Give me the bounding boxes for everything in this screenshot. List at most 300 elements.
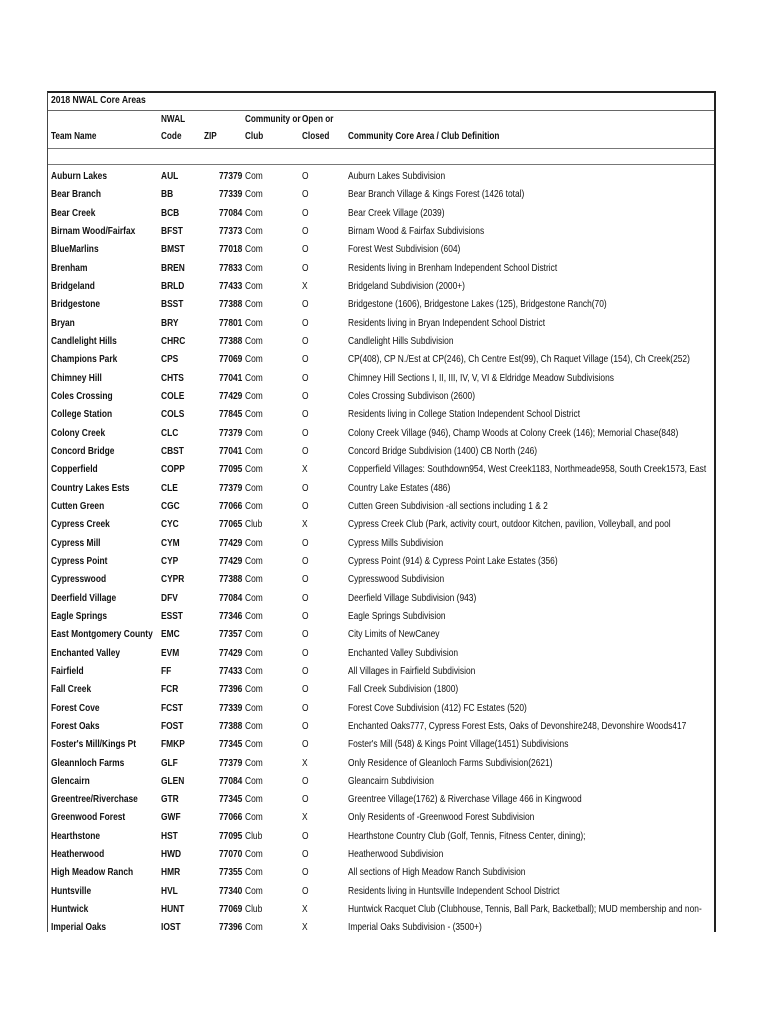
table-row [48, 808, 714, 826]
table-row [48, 515, 714, 533]
definition-cell: Concord Bridge Subdivision (1400) CB North (246) [348, 444, 538, 457]
open-closed-cell: O [302, 481, 309, 494]
table-row [48, 790, 714, 808]
definition-cell: Colony Creek Village (946), Champ Woods at Colony Creek (146); Memorial Chase(848) [348, 426, 679, 439]
open-closed-cell: O [302, 261, 309, 274]
header-team-name: Team Name [51, 131, 97, 142]
zip-cell: 77388 [219, 719, 243, 732]
nwal-code-cell: CYP [161, 554, 179, 567]
community-or-club-cell: Club [245, 829, 263, 842]
zip-cell: 77357 [219, 628, 243, 641]
team-name-cell: Forest Cove [51, 701, 100, 714]
zip-cell: 77801 [219, 316, 243, 329]
definition-cell: Enchanted Oaks777, Cypress Forest Ests, Oaks of Devonshire248, Devonshire Woods417 [348, 719, 687, 732]
table-row [48, 497, 714, 515]
definition-cell: Eagle Springs Subdivision [348, 609, 446, 622]
community-or-club-cell: Club [245, 903, 263, 916]
definition-cell: Residents living in Brenham Independent School District [348, 261, 558, 274]
open-closed-cell: O [302, 829, 309, 842]
team-name-cell: Bear Branch [51, 188, 101, 201]
open-closed-cell: O [302, 848, 309, 861]
zip-cell: 77041 [219, 371, 243, 384]
table-row [48, 277, 714, 295]
definition-cell: City Limits of NewCaney [348, 628, 440, 641]
definition-cell: Residents living in Huntsville Independent School District [348, 884, 560, 897]
zip-cell: 77084 [219, 774, 243, 787]
team-name-cell: Gleannloch Farms [51, 756, 125, 769]
nwal-code-cell: GLEN [161, 774, 185, 787]
team-name-cell: Greenwood Forest [51, 811, 126, 824]
nwal-code-cell: GWF [161, 811, 181, 824]
table-row [48, 644, 714, 662]
table-row [48, 442, 714, 460]
table-row [48, 863, 714, 881]
team-name-cell: Bear Creek [51, 206, 96, 219]
team-name-cell: High Meadow Ranch [51, 866, 134, 879]
header-zip: ZIP [204, 131, 217, 142]
table-row [48, 662, 714, 680]
community-or-club-cell: Com [245, 554, 263, 567]
open-closed-cell: X [302, 921, 308, 932]
open-closed-cell: O [302, 683, 309, 696]
community-or-club-cell: Com [245, 628, 263, 641]
open-closed-cell: X [302, 463, 308, 476]
zip-cell: 77388 [219, 334, 243, 347]
nwal-code-cell: COLS [161, 408, 185, 421]
open-closed-cell: O [302, 609, 309, 622]
nwal-code-cell: DFV [161, 591, 178, 604]
table-row [48, 772, 714, 790]
table-row [48, 882, 714, 900]
community-or-club-cell: Com [245, 444, 263, 457]
table-row [48, 479, 714, 497]
table-row [48, 735, 714, 753]
open-closed-cell: O [302, 719, 309, 732]
header-divider [48, 148, 714, 149]
header-community-line1: Community or [245, 114, 301, 125]
zip-cell: 77379 [219, 426, 243, 439]
team-name-cell: Birnam Wood/Fairfax [51, 224, 136, 237]
open-closed-cell: O [302, 408, 309, 421]
community-or-club-cell: Com [245, 609, 263, 622]
team-name-cell: Copperfield [51, 463, 98, 476]
open-closed-cell: O [302, 371, 309, 384]
table-row [48, 552, 714, 570]
definition-cell: Cutten Green Subdivision -all sections including 1 & 2 [348, 499, 548, 512]
nwal-code-cell: HST [161, 829, 178, 842]
team-name-cell: Bryan [51, 316, 75, 329]
team-name-cell: Huntwick [51, 903, 89, 916]
zip-cell: 77095 [219, 829, 243, 842]
table-row [48, 204, 714, 222]
open-closed-cell: O [302, 170, 309, 182]
nwal-code-cell: BRLD [161, 279, 185, 292]
team-name-cell: Colony Creek [51, 426, 106, 439]
zip-cell: 77066 [219, 499, 243, 512]
community-or-club-cell: Com [245, 884, 263, 897]
table-row [48, 332, 714, 350]
header-club-line2: Club [245, 131, 264, 142]
nwal-code-cell: CPS [161, 353, 179, 366]
nwal-code-cell: FCR [161, 683, 179, 696]
table-row [48, 570, 714, 588]
team-name-cell: Forest Oaks [51, 719, 100, 732]
community-or-club-cell: Com [245, 408, 263, 421]
nwal-code-cell: AUL [161, 170, 179, 182]
table-row [48, 405, 714, 423]
nwal-code-cell: BCB [161, 206, 180, 219]
definition-cell: Bridgestone (1606), Bridgestone Lakes (125), Bridgestone Ranch(70) [348, 298, 607, 311]
definition-cell: Candlelight Hills Subdivision [348, 334, 454, 347]
table-row [48, 259, 714, 277]
definition-cell: Cypress Mills Subdivision [348, 536, 444, 549]
team-name-cell: East Montgomery County [51, 628, 153, 641]
definition-cell: All sections of High Meadow Ranch Subdivision [348, 866, 526, 879]
nwal-code-cell: HVL [161, 884, 178, 897]
team-name-cell: Huntsville [51, 884, 92, 897]
community-or-club-cell: Com [245, 591, 263, 604]
table-row [48, 185, 714, 203]
open-closed-cell: O [302, 884, 309, 897]
open-closed-cell: O [302, 536, 309, 549]
team-name-cell: Champions Park [51, 353, 118, 366]
table-row [48, 827, 714, 845]
table-row [48, 534, 714, 552]
table-row [48, 240, 714, 258]
community-or-club-cell: Com [245, 646, 263, 659]
table-row [48, 424, 714, 442]
open-closed-cell: O [302, 701, 309, 714]
community-or-club-cell: Club [245, 518, 263, 531]
zip-cell: 77379 [219, 756, 243, 769]
definition-cell: Enchanted Valley Subdivision [348, 646, 459, 659]
open-closed-cell: O [302, 316, 309, 329]
nwal-code-cell: CYPR [161, 573, 185, 586]
open-closed-cell: O [302, 444, 309, 457]
table-row [48, 387, 714, 405]
zip-cell: 77070 [219, 848, 243, 861]
community-or-club-cell: Com [245, 866, 263, 879]
zip-cell: 77345 [219, 793, 243, 806]
community-or-club-cell: Com [245, 463, 263, 476]
nwal-code-cell: FF [161, 664, 172, 677]
team-name-cell: Cypress Mill [51, 536, 101, 549]
team-name-cell: Eagle Springs [51, 609, 108, 622]
table-row [48, 918, 714, 932]
nwal-code-cell: CLE [161, 481, 178, 494]
definition-cell: Bridgeland Subdivision (2000+) [348, 279, 465, 292]
definition-cell: Cypress Point (914) & Cypress Point Lake Estates (356) [348, 554, 558, 567]
open-closed-cell: O [302, 243, 309, 256]
nwal-code-cell: CBST [161, 444, 184, 457]
table-row [48, 589, 714, 607]
team-name-cell: Greentree/Riverchase [51, 793, 138, 806]
nwal-code-cell: CHTS [161, 371, 184, 384]
zip-cell: 77084 [219, 591, 243, 604]
community-or-club-cell: Com [245, 243, 263, 256]
team-name-cell: Deerfield Village [51, 591, 117, 604]
zip-cell: 77095 [219, 463, 243, 476]
zip-cell: 77066 [219, 811, 243, 824]
zip-cell: 77388 [219, 298, 243, 311]
open-closed-cell: X [302, 811, 308, 824]
definition-cell: Forest Cove Subdivision (412) FC Estates (520) [348, 701, 527, 714]
community-or-club-cell: Com [245, 261, 263, 274]
community-or-club-cell: Com [245, 279, 263, 292]
team-name-cell: Glencairn [51, 774, 90, 787]
open-closed-cell: O [302, 298, 309, 311]
open-closed-cell: O [302, 866, 309, 879]
definition-cell: Bear Creek Village (2039) [348, 206, 445, 219]
table-row [48, 295, 714, 313]
community-or-club-cell: Com [245, 298, 263, 311]
table-row [48, 350, 714, 368]
nwal-code-cell: EVM [161, 646, 180, 659]
zip-cell: 77065 [219, 518, 243, 531]
open-closed-cell: O [302, 573, 309, 586]
nwal-code-cell: COLE [161, 389, 185, 402]
definition-cell: Heatherwood Subdivision [348, 848, 444, 861]
definition-cell: Fall Creek Subdivision (1800) [348, 683, 459, 696]
nwal-code-cell: BMST [161, 243, 185, 256]
definition-cell: Only Residence of Gleanloch Farms Subdivision(2621) [348, 756, 553, 769]
nwal-code-cell: CGC [161, 499, 180, 512]
team-name-cell: Fall Creek [51, 683, 92, 696]
table-body [48, 167, 714, 932]
definition-cell: Forest West Subdivision (604) [348, 243, 461, 256]
open-closed-cell: O [302, 793, 309, 806]
table-row [48, 900, 714, 918]
team-name-cell: Country Lakes Ests [51, 481, 130, 494]
open-closed-cell: O [302, 554, 309, 567]
open-closed-cell: X [302, 518, 308, 531]
open-closed-cell: O [302, 628, 309, 641]
open-closed-cell: O [302, 591, 309, 604]
table-row [48, 314, 714, 332]
definition-cell: Deerfield Village Subdivision (943) [348, 591, 477, 604]
header-definition: Community Core Area / Club Definition [348, 131, 500, 142]
nwal-code-cell: ESST [161, 609, 183, 622]
zip-cell: 77041 [219, 444, 243, 457]
zip-cell: 77388 [219, 573, 243, 586]
zip-cell: 77373 [219, 224, 243, 237]
open-closed-cell: X [302, 903, 308, 916]
definition-cell: Huntwick Racquet Club (Clubhouse, Tennis, Ball Park, Backetball); MUD membership and non- [348, 903, 702, 916]
definition-cell: Birnam Wood & Fairfax Subdivisions [348, 224, 485, 237]
community-or-club-cell: Com [245, 536, 263, 549]
definition-cell: Foster's Mill (548) & Kings Point Village(1451) Subdivisions [348, 738, 569, 751]
nwal-code-cell: BB [161, 188, 174, 201]
title-divider [48, 110, 714, 111]
team-name-cell: Concord Bridge [51, 444, 115, 457]
community-or-club-cell: Com [245, 206, 263, 219]
table-row [48, 625, 714, 643]
table-row [48, 680, 714, 698]
team-name-cell: Brenham [51, 261, 88, 274]
team-name-cell: Chimney Hill [51, 371, 102, 384]
open-closed-cell: O [302, 188, 309, 201]
community-or-club-cell: Com [245, 371, 263, 384]
zip-cell: 77429 [219, 646, 243, 659]
zip-cell: 77346 [219, 609, 243, 622]
community-or-club-cell: Com [245, 756, 263, 769]
zip-cell: 77379 [219, 481, 243, 494]
table-row [48, 717, 714, 735]
open-closed-cell: O [302, 426, 309, 439]
open-closed-cell: O [302, 664, 309, 677]
table-row [48, 607, 714, 625]
header-open-line1: Open or [302, 114, 334, 125]
definition-cell: Gleancairn Subdivision [348, 774, 434, 787]
nwal-code-cell: HWD [161, 848, 182, 861]
nwal-code-cell: BSST [161, 298, 184, 311]
zip-cell: 77833 [219, 261, 243, 274]
open-closed-cell: O [302, 206, 309, 219]
definition-cell: Country Lake Estates (486) [348, 481, 451, 494]
community-or-club-cell: Com [245, 811, 263, 824]
definition-cell: Bear Branch Village & Kings Forest (1426 total) [348, 188, 525, 201]
zip-cell: 77084 [219, 206, 243, 219]
definition-cell: Auburn Lakes Subdivision [348, 170, 446, 182]
zip-cell: 77340 [219, 884, 243, 897]
community-or-club-cell: Com [245, 353, 263, 366]
definition-cell: Chimney Hill Sections I, II, III, IV, V, VI & Eldridge Meadow Subdivisions [348, 371, 614, 384]
community-or-club-cell: Com [245, 793, 263, 806]
team-name-cell: Bridgestone [51, 298, 101, 311]
definition-cell: Greentree Village(1762) & Riverchase Village 466 in Kingwood [348, 793, 582, 806]
team-name-cell: Imperial Oaks [51, 921, 107, 932]
community-or-club-cell: Com [245, 683, 263, 696]
team-name-cell: Hearthstone [51, 829, 101, 842]
nwal-code-cell: CYM [161, 536, 180, 549]
zip-cell: 77379 [219, 170, 243, 182]
team-name-cell: Bridgeland [51, 279, 95, 292]
community-or-club-cell: Com [245, 738, 263, 751]
open-closed-cell: O [302, 738, 309, 751]
community-or-club-cell: Com [245, 188, 263, 201]
nwal-code-cell: BFST [161, 224, 183, 237]
open-closed-cell: O [302, 499, 309, 512]
definition-cell: Cypress Creek Club (Park, activity court, outdoor Kitchen, pavilion, Volleyball, and pool [348, 518, 671, 531]
team-name-cell: Candlelight Hills [51, 334, 117, 347]
table-row [48, 369, 714, 387]
community-or-club-cell: Com [245, 499, 263, 512]
open-closed-cell: X [302, 279, 308, 292]
nwal-code-cell: GTR [161, 793, 179, 806]
zip-cell: 77845 [219, 408, 243, 421]
nwal-code-cell: BREN [161, 261, 185, 274]
community-or-club-cell: Com [245, 701, 263, 714]
team-name-cell: Cutten Green [51, 499, 105, 512]
zip-cell: 77355 [219, 866, 243, 879]
header-nwal-line1: NWAL [161, 114, 186, 125]
team-name-cell: Cypress Creek [51, 518, 110, 531]
open-closed-cell: O [302, 224, 309, 237]
definition-cell: All Villages in Fairfield Subdivision [348, 664, 476, 677]
nwal-code-cell: GLF [161, 756, 178, 769]
zip-cell: 77069 [219, 903, 243, 916]
table-row [48, 460, 714, 478]
definition-cell: Cypresswood Subdivision [348, 573, 445, 586]
zip-cell: 77339 [219, 188, 243, 201]
definition-cell: Copperfield Villages: Southdown954, West Creek1183, Northmeade958, South Creek1573, East [348, 463, 707, 476]
community-or-club-cell: Com [245, 170, 263, 182]
core-areas-table [47, 91, 716, 932]
table-row [48, 167, 714, 185]
team-name-cell: Heatherwood [51, 848, 105, 861]
nwal-code-cell: EMC [161, 628, 180, 641]
open-closed-cell: O [302, 353, 309, 366]
nwal-code-cell: COPP [161, 463, 185, 476]
nwal-code-cell: FOST [161, 719, 184, 732]
zip-cell: 77429 [219, 389, 243, 402]
table-row [48, 699, 714, 717]
nwal-code-cell: FMKP [161, 738, 185, 751]
team-name-cell: BlueMarlins [51, 243, 99, 256]
community-or-club-cell: Com [245, 848, 263, 861]
zip-cell: 77429 [219, 554, 243, 567]
team-name-cell: Fairfield [51, 664, 84, 677]
zip-cell: 77396 [219, 921, 243, 932]
community-or-club-cell: Com [245, 573, 263, 586]
zip-cell: 77433 [219, 664, 243, 677]
open-closed-cell: O [302, 334, 309, 347]
community-or-club-cell: Com [245, 774, 263, 787]
header-code-line2: Code [161, 131, 182, 142]
definition-cell: Only Residents of -Greenwood Forest Subdivision [348, 811, 535, 824]
zip-cell: 77018 [219, 243, 243, 256]
open-closed-cell: X [302, 756, 308, 769]
team-name-cell: Enchanted Valley [51, 646, 121, 659]
community-or-club-cell: Com [245, 389, 263, 402]
definition-cell: CP(408), CP N./Est at CP(246), Ch Centre Est(99), Ch Raquet Village (154), Ch Creek(252) [348, 353, 690, 366]
definition-cell: Residents living in Bryan Independent School District [348, 316, 546, 329]
definition-cell: Coles Crossing Subdivison (2600) [348, 389, 475, 402]
open-closed-cell: O [302, 774, 309, 787]
nwal-code-cell: BRY [161, 316, 179, 329]
nwal-code-cell: CLC [161, 426, 179, 439]
nwal-code-cell: CHRC [161, 334, 186, 347]
open-closed-cell: O [302, 646, 309, 659]
zip-cell: 77069 [219, 353, 243, 366]
table-title: 2018 NWAL Core Areas [51, 94, 146, 106]
team-name-cell: College Station [51, 408, 113, 421]
community-or-club-cell: Com [245, 426, 263, 439]
nwal-code-cell: HMR [161, 866, 181, 879]
table-row [48, 754, 714, 772]
definition-cell: Hearthstone Country Club (Golf, Tennis, Fitness Center, dining); [348, 829, 586, 842]
community-or-club-cell: Com [245, 316, 263, 329]
zip-cell: 77345 [219, 738, 243, 751]
nwal-code-cell: FCST [161, 701, 183, 714]
community-or-club-cell: Com [245, 224, 263, 237]
zip-cell: 77433 [219, 279, 243, 292]
team-name-cell: Coles Crossing [51, 389, 113, 402]
zip-cell: 77396 [219, 683, 243, 696]
zip-cell: 77429 [219, 536, 243, 549]
team-name-cell: Foster's Mill/Kings Pt [51, 738, 137, 751]
nwal-code-cell: CYC [161, 518, 179, 531]
nwal-code-cell: HUNT [161, 903, 185, 916]
definition-cell: Imperial Oaks Subdivision - (3500+) [348, 921, 482, 932]
community-or-club-cell: Com [245, 664, 263, 677]
community-or-club-cell: Com [245, 334, 263, 347]
community-or-club-cell: Com [245, 481, 263, 494]
open-closed-cell: O [302, 389, 309, 402]
definition-cell: Residents living in College Station Independent School District [348, 408, 581, 421]
nwal-code-cell: IOST [161, 921, 181, 932]
team-name-cell: Auburn Lakes [51, 170, 108, 182]
